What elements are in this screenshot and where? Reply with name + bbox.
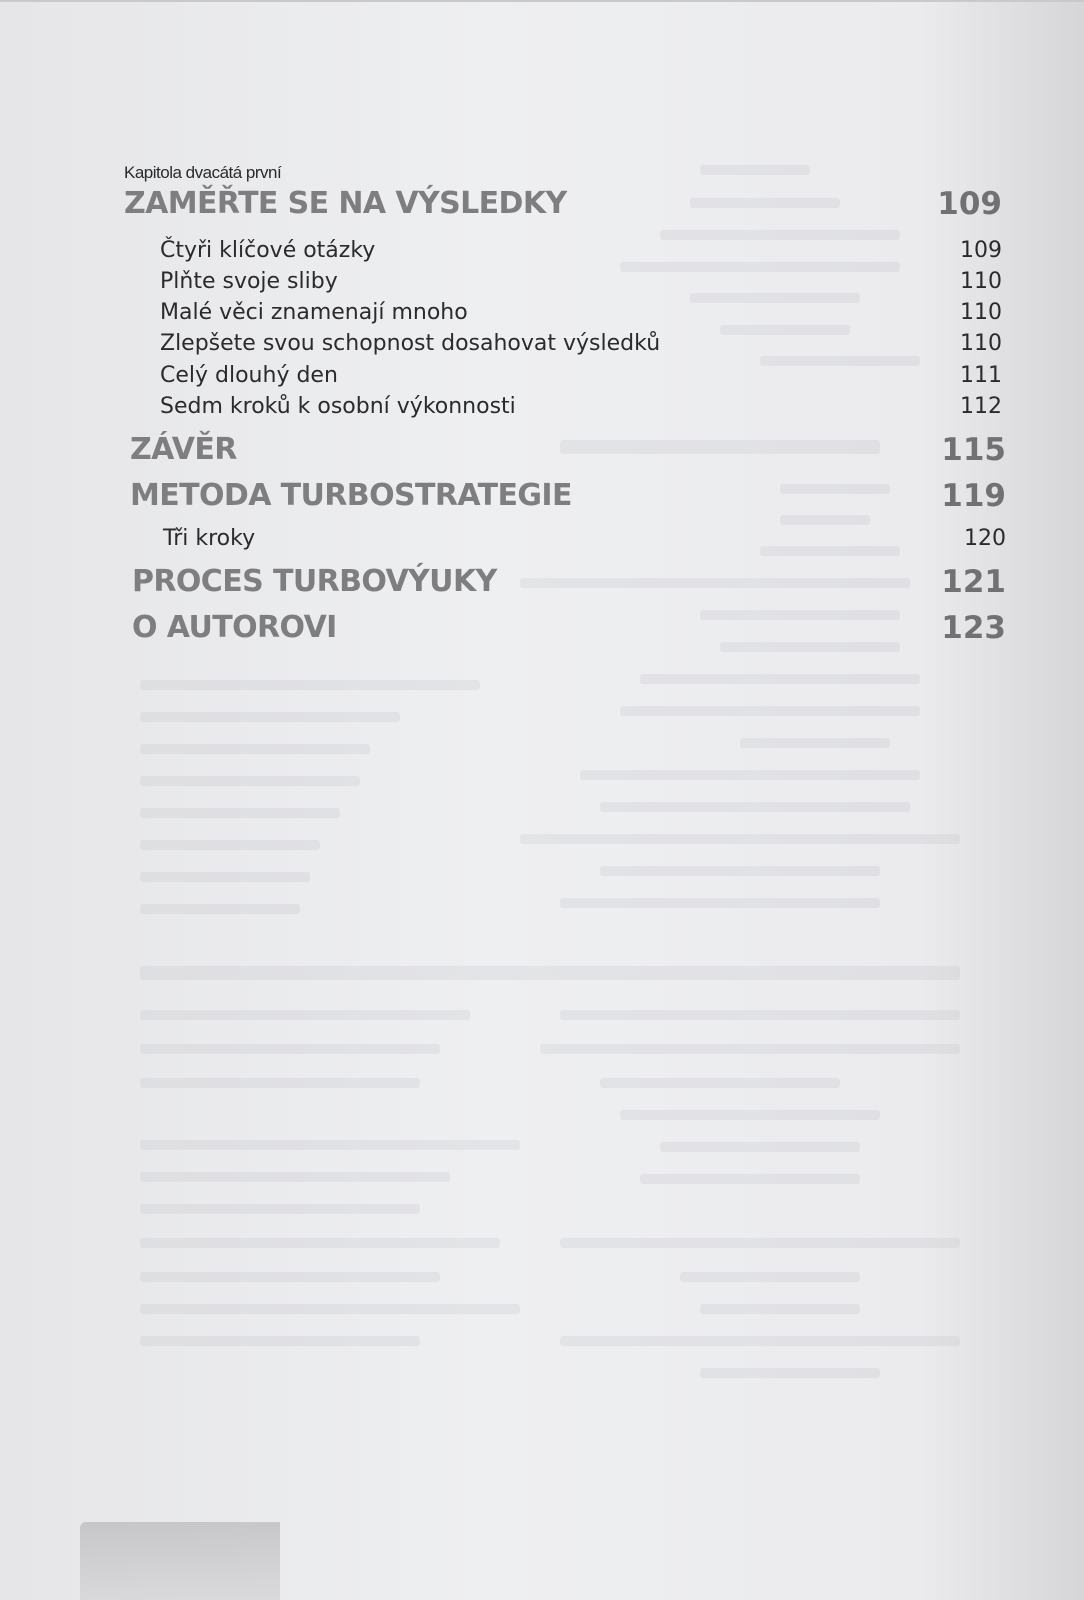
toc-heading-title: ZAMĚŘTE SE NA VÝSLEDKY [124,186,567,221]
toc-subentry [160,393,516,421]
toc-subentry-page: 110 [960,331,1002,356]
toc-subentry [160,237,375,265]
toc-subentry-page: 120 [964,526,1006,551]
toc-heading-title: PROCES TURBOVÝUKY [132,564,497,599]
toc-subentry-page: 109 [960,238,1002,263]
toc-subentry [160,268,338,296]
toc-heading-title: ZÁVĚR [130,432,237,467]
toc-subentry-title: Čtyři klíčové otázky [160,238,376,263]
toc-heading-entry [130,478,572,514]
toc-subentry-page: 112 [960,394,1002,419]
chapter-label: Kapitola dvacátá první [124,163,282,182]
toc-heading-page: 123 [941,610,1006,646]
finger-shadow [80,1522,280,1600]
toc-subentry-title: Plňte svoje sliby [160,269,338,294]
toc-heading-entry [130,432,237,468]
toc-subentry-title: Zlepšete svou schopnost dosahovat výsledků [160,331,661,356]
toc-heading-page: 119 [941,478,1006,514]
toc-subentry-title: Malé věci znamenají mnoho [160,300,468,325]
toc-heading-entry [132,610,337,646]
toc-heading-entry [132,564,497,600]
toc-subentry-title: Tři kroky [163,526,256,551]
toc-subentry [160,330,660,358]
toc-subentry [160,299,468,327]
toc-heading-page: 115 [941,432,1006,468]
toc-subentry-title: Sedm kroků k osobní výkonnosti [160,394,516,419]
toc-heading-title: METODA TURBOSTRATEGIE [130,478,572,513]
toc-subentry [160,362,338,390]
toc-subentry-page: 111 [960,363,1002,388]
toc-subentry-page: 110 [960,300,1002,325]
toc-subentry [163,525,255,553]
toc-subentry-page: 110 [960,269,1002,294]
toc-subentry-title: Celý dlouhý den [160,363,338,388]
toc-heading-page: 121 [941,564,1006,600]
toc-heading-title: O AUTOROVI [132,610,337,645]
toc-heading-entry [124,186,567,222]
toc-heading-page: 109 [937,186,1002,222]
